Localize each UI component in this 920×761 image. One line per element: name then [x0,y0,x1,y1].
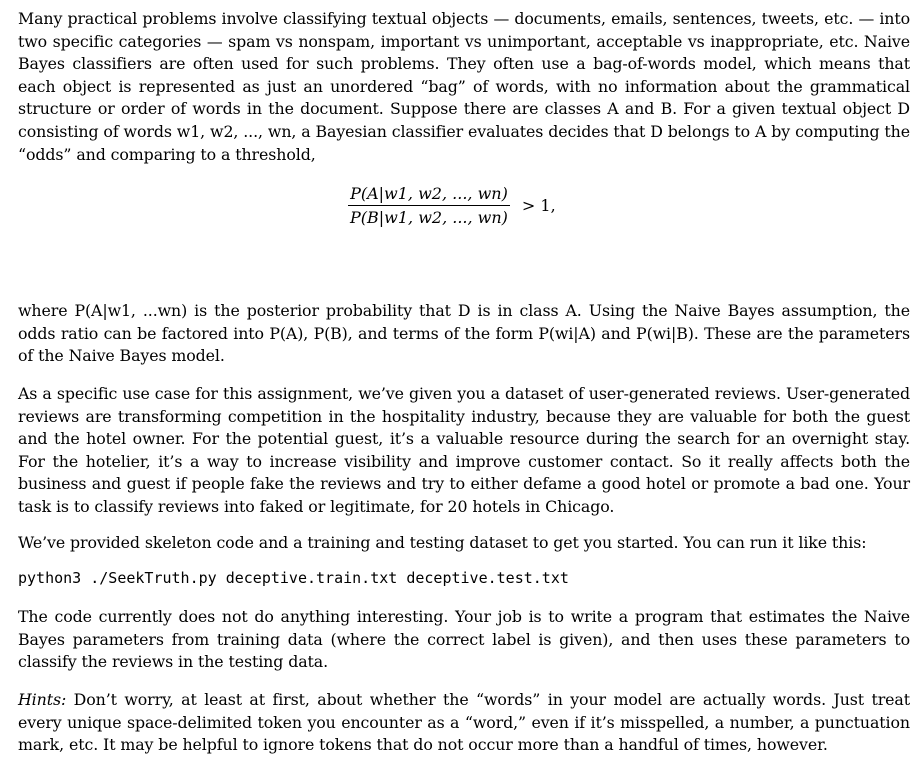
use-case-paragraph: As a specific use case for this assignment, we’ve given you a dataset of user-generated reviews. User-generated reviews are transforming competition in the hospitality industry, because they are valuable for both the guest and the hotel owner. For the potential guest, it’s a valuable resource during the search for an overnight stay. For the hotelier, it’s a way to increase visibility and improve customer contact. So it really affects both the business and guest if people fake the reviews and try to either defame a good hotel or promote a bad one. Your task is to classify reviews into faked or legitimate, for 20 hotels in Chicago. [18,384,910,516]
threshold-relation: > 1, [521,196,556,215]
task-paragraph: The code currently does not do anything interesting. Your job is to write a program that estimates the Naive Bayes parameters from training data (where the correct label is given), and then uses these parameters to classify the reviews in the testing data. [18,607,910,672]
posterior-paragraph: where P(A|w1, ...wn) is the posterior probability that D is in class A. Using the Naive Bayes assumption, the odds ratio can be factored into P(A), P(B), and terms of the form P(wi|A) and P(wi|B). These are the parameters of the Naive Bayes model. [18,301,910,366]
skeleton-code-paragraph: We’ve provided skeleton code and a training and testing dataset to get you started. You can run it like this: [18,533,867,552]
hints-label: Hints: [18,690,67,709]
run-command: python3 ./SeekTruth.py deceptive.train.txt deceptive.test.txt [18,569,569,587]
hints-text: Don’t worry, at least at first, about whether the “words” in your model are actually words. Just treat every unique space-delimited token you encounter as a “word,” even if it’s misspelled, a number, a punctuation mark, etc. It may be helpful to ignore tokens that do not occur more than a handful of times, however. [18,690,910,755]
intro-paragraph: Many practical problems involve classifying textual objects — documents, emails, sentences, tweets, etc. — into two specific categories — spam vs nonspam, important vs unimportant, acceptable vs inappropriate, etc. Naive Bayes classifiers are often used for such problems. They often use a bag-of-words model, which means that each object is represented as just an unordered “bag” of words, with no information about the grammatical structure or order of words in the document. Suppose there are classes A and B. For a given textual object D consisting of words w1, w2, ..., wn, a Bayesian classifier evaluates decides that D belongs to A by computing the “odds” and comparing to a threshold, [18,9,910,164]
fraction-denominator: P(B|w1, w2, ..., wn) [348,205,510,227]
odds-equation [348,184,556,227]
hints-paragraph [18,689,910,757]
fraction-numerator: P(A|w1, w2, ..., wn) [350,184,508,203]
odds-fraction [348,184,510,227]
